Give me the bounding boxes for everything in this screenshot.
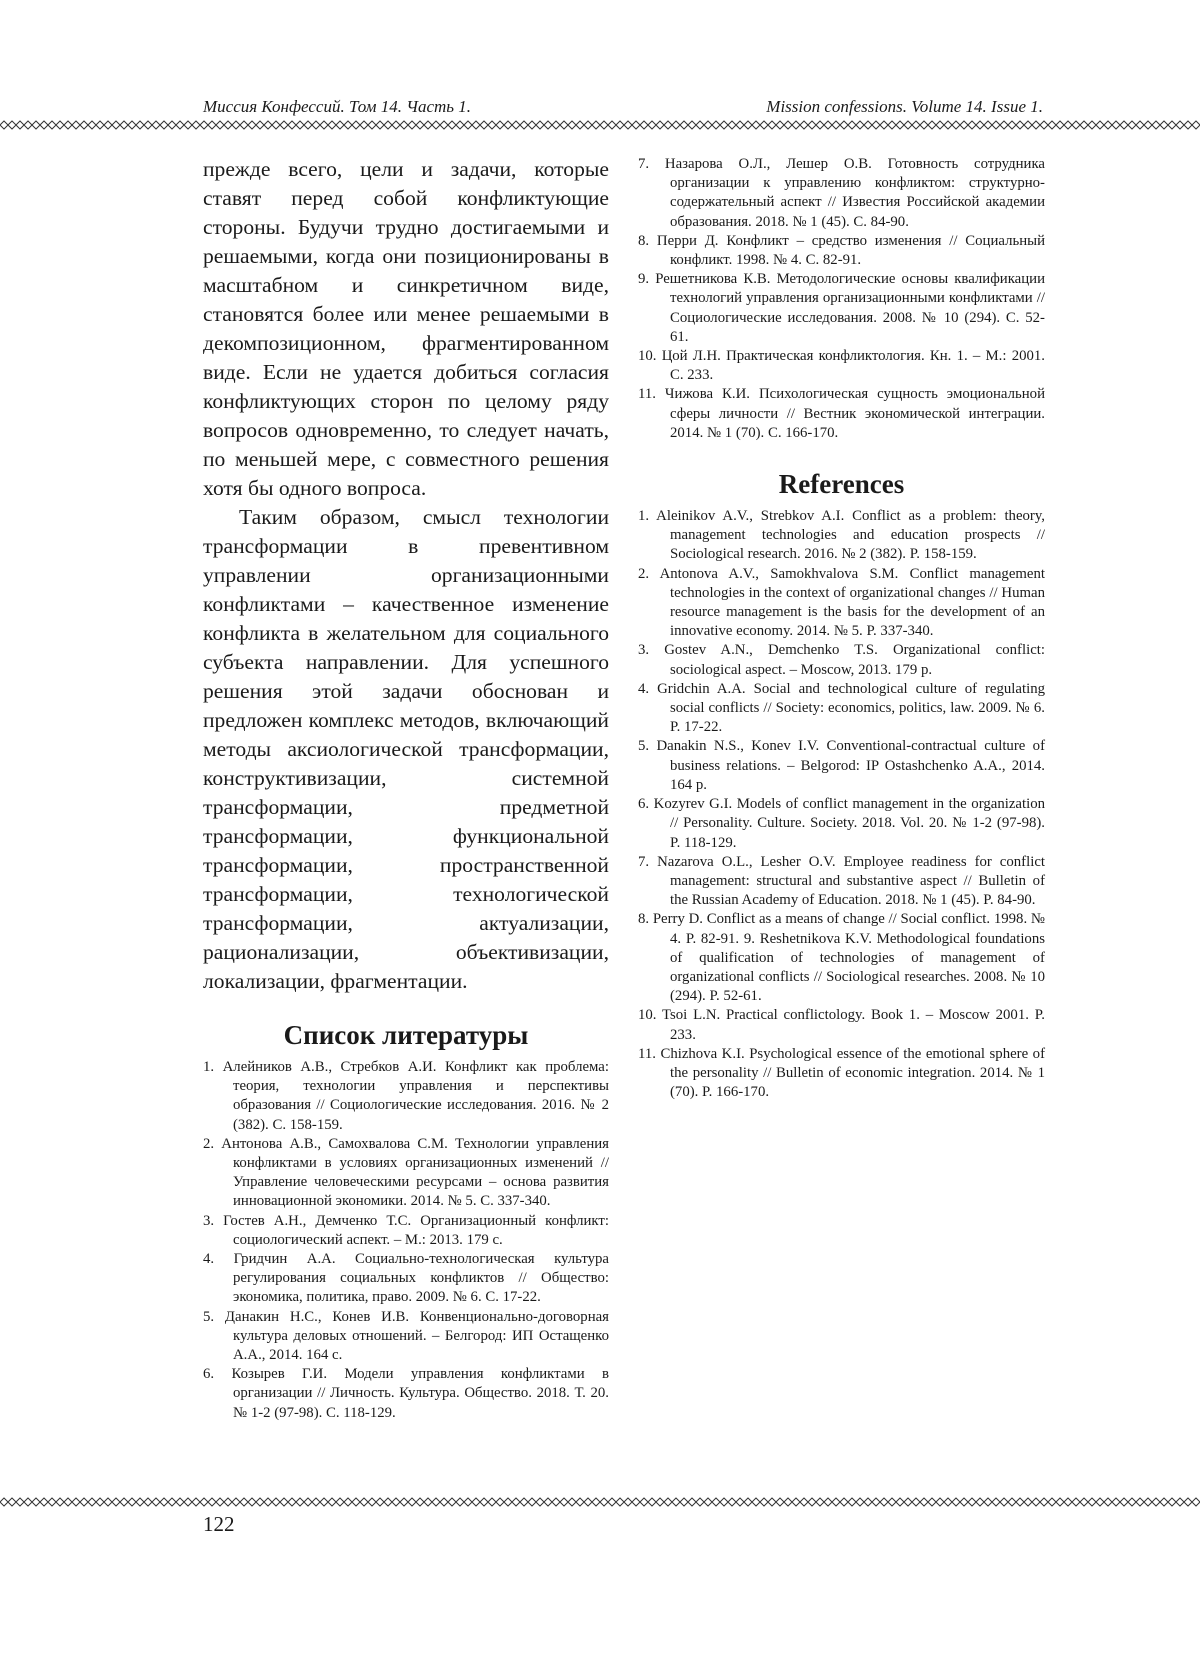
en-reference-item: 1. Aleinikov A.V., Strebkov A.I. Conflict as a problem: theory, management technologies and education prospects // Sociological research. 2016. № 2 (382). P. 158-159.	[638, 508, 1045, 563]
journal-title-ru: Миссия Конфессий. Том 14. Часть 1.	[203, 97, 472, 116]
ru-reference-item: 6. Козырев Г.И. Модели управления конфликтами в организации // Личность. Культура. Общество. 2018. Т. 20. № 1-2 (97-98). С. 118-129.	[203, 1366, 609, 1421]
ornament-top	[0, 120, 1200, 130]
ru-reference-item: 4. Гридчин А.А. Социально-технологическая культура регулирования социальных конфликтов // Общество: экономика, политика, право. 2009. № 6. С. 17-22.	[203, 1251, 609, 1306]
en-reference-item: 3. Gostev A.N., Demchenko T.S. Organizational conflict: sociological aspect. – Moscow, 2013. 179 p.	[638, 642, 1045, 678]
en-reference-item: 11. Chizhova K.I. Psychological essence of the emotional sphere of the personality // Bulletin of economic integration. 2014. № 1 (70). P. 166-170.	[638, 1045, 1045, 1101]
right-column	[638, 155, 1045, 1102]
en-reference-item: 6. Kozyrev G.I. Models of conflict management in the organization // Personality. Culture. Society. 2018. Vol. 20. № 1-2 (97-98). P. 118-129.	[638, 796, 1045, 851]
ornament-bottom	[0, 1497, 1200, 1507]
en-reference-item: 8. Perry D. Conflict as a means of change // Social conflict. 1998. № 4. P. 82-91. 9. Reshetnikova K.V. Methodological foundations of qualification of technologies of management of organizational conflicts // Sociological researches. 2008. № 10 (294). P. 52-61.	[638, 911, 1045, 1005]
left-column	[203, 155, 609, 1423]
ru-references-heading: Список литературы	[283, 1020, 529, 1050]
ru-reference-item: 8. Перри Д. Конфликт – средство изменения // Социальный конфликт. 1998. № 4. С. 82-91.	[638, 232, 1045, 269]
page-number: 122	[203, 1512, 235, 1536]
ru-reference-item: 9. Решетникова К.В. Методологические основы квалификации технологий управления организационными конфликтами // Социологические исследования. 2008. № 10 (294). С. 52-61.	[638, 271, 1045, 345]
ru-reference-item: 11. Чижова К.И. Психологическая сущность эмоциональной сферы личности // Вестник экономической интеграции. 2014. № 1 (70). С. 166-170.	[638, 386, 1045, 441]
en-references-list	[638, 507, 1045, 1102]
ru-reference-item: 3. Гостев А.Н., Демченко Т.С. Организационный конфликт: социологический аспект. – М.: 2013. 179 с.	[203, 1212, 609, 1248]
ru-reference-item: 5. Данакин Н.С., Конев И.В. Конвенционально-договорная культура деловых отношений. – Белгород: ИП Остащенко А.А., 2014. 164 с.	[203, 1308, 609, 1364]
journal-title-en: Mission confessions. Volume 14. Issue 1.	[766, 97, 1043, 116]
ru-references-list-right	[638, 155, 1045, 443]
running-header	[203, 97, 1043, 119]
en-reference-item: 7. Nazarova O.L., Lesher O.V. Employee readiness for conflict management: structural and substantive aspect // Bulletin of the Russian Academy of Education. 2018. № 1 (45). P. 84-90.	[638, 853, 1045, 909]
en-reference-item: 4. Gridchin A.A. Social and technological culture of regulating social conflicts // Society: economics, politics, law. 2009. № 6. P. 17-22.	[638, 680, 1045, 736]
en-reference-item: 5. Danakin N.S., Konev I.V. Conventional-contractual culture of business relations. – Belgorod: IP Ostashchenko A.A., 2014. 164 p.	[638, 738, 1045, 793]
ru-reference-item: 10. Цой Л.Н. Практическая конфликтология. Кн. 1. – М.: 2001. С. 233.	[638, 348, 1045, 384]
ru-references-list-left	[203, 1058, 609, 1423]
en-references-heading: References	[778, 469, 905, 500]
en-reference-item: 10. Tsoi L.N. Practical conflictology. Book 1. – Moscow 2001. P. 233.	[638, 1007, 1045, 1043]
body-paragraph-2: Таким образом, смысл технологии трансформации в превентивном управлении организационными конфликтами – качественное изменение конфликта в желательном для социального субъекта направлении. Для успешного решения этой задачи обоснован и предложен комплекс методов, включающий методы аксиологической трансформации, конструктивизации, системной трансформации, предметной трансформации, функциональной трансформации, пространственной трансформации, технологической трансформации, актуализации, рационализации, объективизации, локализации, фрагментации.	[203, 505, 609, 993]
en-reference-item: 2. Antonova A.V., Samokhvalova S.M. Conflict management technologies in the context of organizational changes // Human resource management is the basis for the development of an innovative economy. 2014. № 5. P. 337-340.	[638, 565, 1045, 640]
ru-reference-item: 7. Назарова О.Л., Лешер О.В. Готовность сотрудника организации к управлению конфликтом: структурно-содержательный аспект // Известия Российской академии образования. 2018. № 1 (45). С. 84-90.	[638, 156, 1045, 230]
ru-reference-item: 1. Алейников А.В., Стребков А.И. Конфликт как проблема: теория, технологии управления и перспективы образования // Социологические исследования. 2016. № 2 (382). С. 158-159.	[203, 1059, 609, 1133]
ru-reference-item: 2. Антонова А.В., Самохвалова С.М. Технологии управления конфликтами в условиях организационных изменений // Управление человеческими ресурсами – основа развития инновационной экономики. 2014. № 5. С. 337-340.	[203, 1135, 609, 1210]
body-paragraph-1: прежде всего, цели и задачи, которые ставят перед собой конфликтующие стороны. Будучи трудно достигаемыми и решаемыми, когда они позиционированы в масштабном и синкретичном виде, становятся более или менее решаемыми в декомпозиционном, фрагментированном виде. Если не удается добиться согласия конфликтующих сторон по целому ряду вопросов одновременно, то следует начать, по меньшей мере, с совместного решения хотя бы одного вопроса.	[203, 157, 609, 500]
